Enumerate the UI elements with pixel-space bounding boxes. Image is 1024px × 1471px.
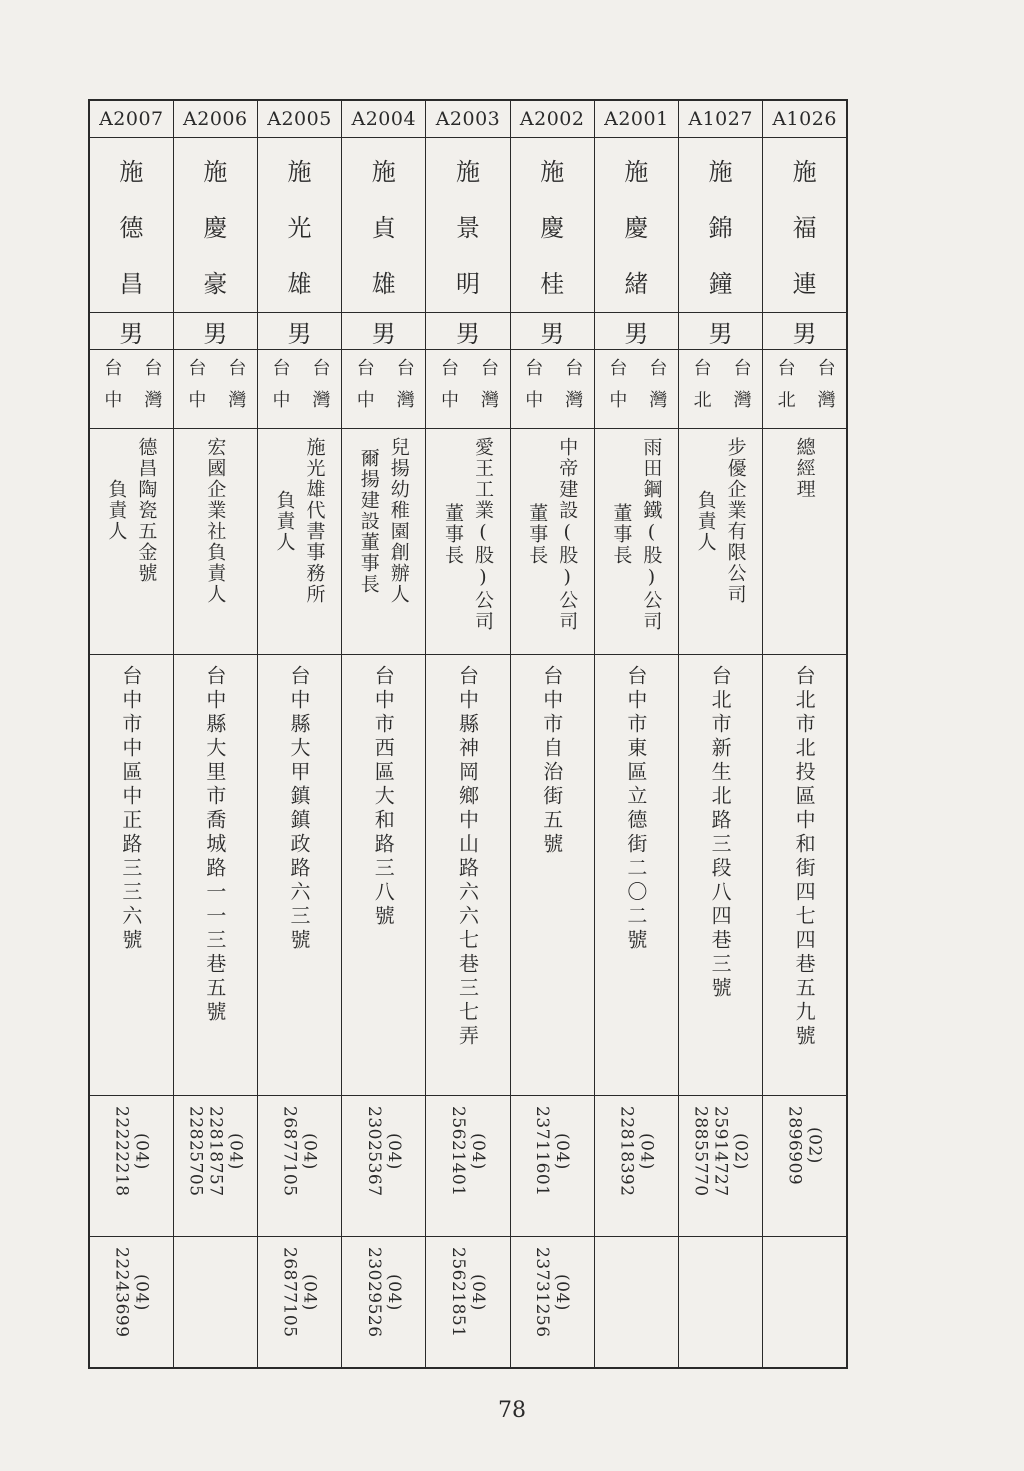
fax-cell [594,1237,678,1369]
phone-line: 25914727 [710,1106,731,1197]
name-char: 施 [792,158,817,186]
name-char: 桂 [540,270,565,298]
address-text: 台中縣大里市喬城路一一三巷五號 [202,665,227,1025]
member-name-cell [763,138,847,313]
name-char: 福 [792,214,817,242]
member-name-cell [679,138,763,313]
fax-cell [763,1237,847,1369]
page-number: 78 [498,1398,526,1423]
job-title-cell [426,429,510,655]
area-cell [89,350,173,429]
member-code-cell: A1026 [763,100,847,138]
fax-line: 23029526 [363,1247,384,1338]
job-title-text [763,429,846,500]
gender-cell: 男 [173,313,257,350]
fax-cell [426,1237,510,1369]
member-name [174,138,257,312]
fax-line: (04) [299,1273,320,1311]
member-code-cell: A2004 [342,100,426,138]
fax-text [679,1237,762,1247]
row-job-title [89,429,847,655]
phone-line: 22818757 [205,1106,226,1197]
name-char: 景 [455,214,480,242]
fax-cell [342,1237,426,1369]
fax-text [258,1237,341,1338]
name-char: 連 [792,270,817,298]
phone-text [511,1096,594,1197]
phone-line: (04) [636,1132,657,1170]
address-cell [594,655,678,1096]
area-cell [173,350,257,429]
fax-cell [679,1237,763,1369]
phone-cell [679,1096,763,1237]
gender-cell: 男 [594,313,678,350]
member-roster-table [88,99,848,1369]
fax-text [426,1237,509,1338]
address-cell [342,655,426,1096]
fax-cell [510,1237,594,1369]
area-text [595,350,678,422]
address-cell [257,655,341,1096]
phone-cell [173,1096,257,1237]
phone-text [90,1096,173,1197]
job-title-line: 負責人 [694,489,717,553]
phone-line: 22818392 [616,1106,637,1197]
job-title-text [595,429,678,632]
member-name [595,138,678,312]
phone-text [763,1096,846,1185]
address-cell [679,655,763,1096]
phone-line: 2896909 [784,1106,805,1186]
row-member-code [89,100,847,138]
fax-text [511,1237,594,1338]
job-title-line: 施光雄代書事務所 [303,437,326,605]
job-title-line: 爾揚建設董事長 [357,447,380,595]
name-char: 施 [708,158,733,186]
job-title-line: 步優企業有限公司 [724,437,747,605]
job-title-cell [594,429,678,655]
member-name-cell [594,138,678,313]
address-cell [763,655,847,1096]
phone-cell [510,1096,594,1237]
area-text [679,350,762,422]
job-title-text [174,429,257,605]
area-line: 台中 [522,358,544,422]
member-code-cell: A2005 [257,100,341,138]
job-title-cell [763,429,847,655]
name-char: 施 [119,158,144,186]
member-name-cell [173,138,257,313]
member-name [90,138,173,312]
fax-line: (04) [383,1273,404,1311]
job-title-line: 總經理 [793,437,816,500]
phone-text [426,1096,509,1197]
address-text: 台北市新生北路三段八四巷三號 [708,665,733,1001]
row-gender [89,313,847,350]
phone-line: (04) [467,1132,488,1170]
job-title-text [426,429,509,632]
phone-line: (04) [299,1132,320,1170]
area-cell [763,350,847,429]
job-title-text [679,429,762,605]
address-cell [89,655,173,1096]
area-cell [594,350,678,429]
name-char: 明 [455,270,480,298]
gender-cell: 男 [342,313,426,350]
fax-line: (04) [467,1273,488,1311]
area-text [426,350,509,422]
area-text [511,350,594,422]
name-char: 施 [624,158,649,186]
job-title-cell [510,429,594,655]
area-line: 台灣 [141,358,163,422]
member-name [511,138,594,312]
phone-line: 23711601 [532,1106,553,1197]
gender-cell: 男 [89,313,173,350]
name-char: 雄 [287,270,312,298]
member-name-cell [510,138,594,313]
address-text: 台中市東區立德街二〇二號 [623,665,648,953]
row-fax [89,1237,847,1369]
name-char: 慶 [203,214,228,242]
job-title-line: 負責人 [105,479,128,542]
area-line: 台北 [774,358,796,422]
fax-line: 26877105 [279,1247,300,1338]
phone-text [595,1096,678,1197]
address-text: 台中縣神岡鄉中山路六六七巷三七弄 [455,665,480,1049]
address-text: 台中市西區大和路三八號 [371,665,396,929]
name-char: 鐘 [708,270,733,298]
member-name [342,138,425,312]
member-name [426,138,509,312]
fax-line: 23731256 [532,1247,553,1338]
phone-line: 28855770 [690,1106,711,1197]
job-title-line: 董事長 [441,503,464,566]
job-title-line: 中帝建設(股)公司 [556,437,579,632]
phone-cell [594,1096,678,1237]
name-char: 昌 [119,270,144,298]
name-char: 慶 [624,214,649,242]
gender-cell: 男 [763,313,847,350]
name-char: 豪 [203,270,228,298]
member-name-cell [426,138,510,313]
area-line: 台灣 [393,358,415,422]
phone-line: 25621401 [447,1106,468,1197]
address-text: 台北市北投區中和街四七四巷五九號 [792,665,817,1049]
area-cell [679,350,763,429]
phone-text [174,1096,257,1197]
job-title-cell [173,429,257,655]
name-char: 錦 [708,214,733,242]
phone-line: (04) [225,1132,246,1170]
name-char: 施 [287,158,312,186]
name-char: 施 [371,158,396,186]
fax-line: 22243699 [111,1247,132,1338]
member-code-cell: A2001 [594,100,678,138]
name-char: 施 [203,158,228,186]
member-code-cell: A2003 [426,100,510,138]
name-char: 慶 [540,214,565,242]
phone-line: 22825705 [185,1106,206,1197]
fax-cell [89,1237,173,1369]
area-line: 台中 [353,358,375,422]
fax-text [763,1237,846,1247]
phone-text [679,1096,762,1197]
job-title-line: 德昌陶瓷五金號 [135,437,158,584]
area-text [90,350,173,422]
row-member-name [89,138,847,313]
phone-cell [763,1096,847,1237]
fax-cell [173,1237,257,1369]
name-char: 雄 [371,270,396,298]
member-code-cell: A2002 [510,100,594,138]
phone-text [342,1096,425,1197]
address-text: 台中市自治街五號 [539,665,564,857]
job-title-line: 董事長 [526,503,549,566]
job-title-line: 董事長 [610,503,633,566]
row-phone [89,1096,847,1237]
area-cell [257,350,341,429]
area-line: 台中 [437,358,459,422]
job-title-cell [257,429,341,655]
area-cell [510,350,594,429]
fax-text [595,1237,678,1247]
job-title-line: 雨田鋼鐵(股)公司 [640,437,663,632]
area-line: 台灣 [562,358,584,422]
member-name [679,138,762,312]
member-name-cell [257,138,341,313]
phone-line: (04) [552,1132,573,1170]
area-text [763,350,846,422]
job-title-line: 愛王工業(股)公司 [471,437,494,632]
fax-text [342,1237,425,1338]
phone-line: 23025367 [363,1106,384,1197]
address-text: 台中市中區中正路三三六號 [118,665,143,953]
phone-line: 22222218 [111,1106,132,1197]
area-line: 台灣 [646,358,668,422]
job-title-line: 宏國企業社負責人 [204,437,227,605]
job-title-cell [89,429,173,655]
phone-cell [342,1096,426,1237]
area-text [174,350,257,422]
fax-text [90,1237,173,1338]
gender-cell: 男 [510,313,594,350]
member-code-cell: A1027 [679,100,763,138]
area-text [258,350,341,422]
address-cell [173,655,257,1096]
area-line: 台中 [269,358,291,422]
phone-line: (04) [131,1132,152,1170]
member-code-cell: A2007 [89,100,173,138]
name-char: 貞 [371,214,396,242]
name-char: 緒 [624,270,649,298]
phone-cell [426,1096,510,1237]
member-name-cell [342,138,426,313]
job-title-cell [342,429,426,655]
job-title-line: 兒揚幼稚園創辦人 [387,437,410,605]
phone-line: 26877105 [279,1106,300,1197]
address-text: 台中縣大甲鎮鎮政路六三號 [287,665,312,953]
address-cell [426,655,510,1096]
row-address [89,655,847,1096]
fax-text [174,1237,257,1247]
area-line: 台灣 [814,358,836,422]
address-cell [510,655,594,1096]
job-title-text [511,429,594,632]
phone-cell [89,1096,173,1237]
gender-cell: 男 [426,313,510,350]
area-line: 台中 [101,358,123,422]
area-line: 台中 [606,358,628,422]
member-name [258,138,341,312]
fax-line: (04) [552,1273,573,1311]
area-line: 台中 [185,358,207,422]
area-text [342,350,425,422]
name-char: 施 [540,158,565,186]
job-title-text [342,429,425,605]
phone-line: (02) [730,1132,751,1170]
member-name-cell [89,138,173,313]
member-name [763,138,846,312]
row-area [89,350,847,429]
area-line: 台灣 [309,358,331,422]
fax-line: (04) [131,1273,152,1311]
job-title-line: 負責人 [273,489,296,553]
job-title-cell [679,429,763,655]
area-line: 台灣 [225,358,247,422]
phone-cell [257,1096,341,1237]
name-char: 德 [119,214,144,242]
area-cell [426,350,510,429]
gender-cell: 男 [257,313,341,350]
job-title-text [258,429,341,605]
area-cell [342,350,426,429]
phone-line: (02) [804,1127,825,1165]
name-char: 光 [287,214,312,242]
member-code-cell: A2006 [173,100,257,138]
area-line: 台北 [690,358,712,422]
gender-cell: 男 [679,313,763,350]
phone-text [258,1096,341,1197]
fax-cell [257,1237,341,1369]
area-line: 台灣 [477,358,499,422]
area-line: 台灣 [730,358,752,422]
fax-line: 25621851 [447,1247,468,1338]
phone-line: (04) [383,1132,404,1170]
name-char: 施 [455,158,480,186]
job-title-text [90,429,173,584]
